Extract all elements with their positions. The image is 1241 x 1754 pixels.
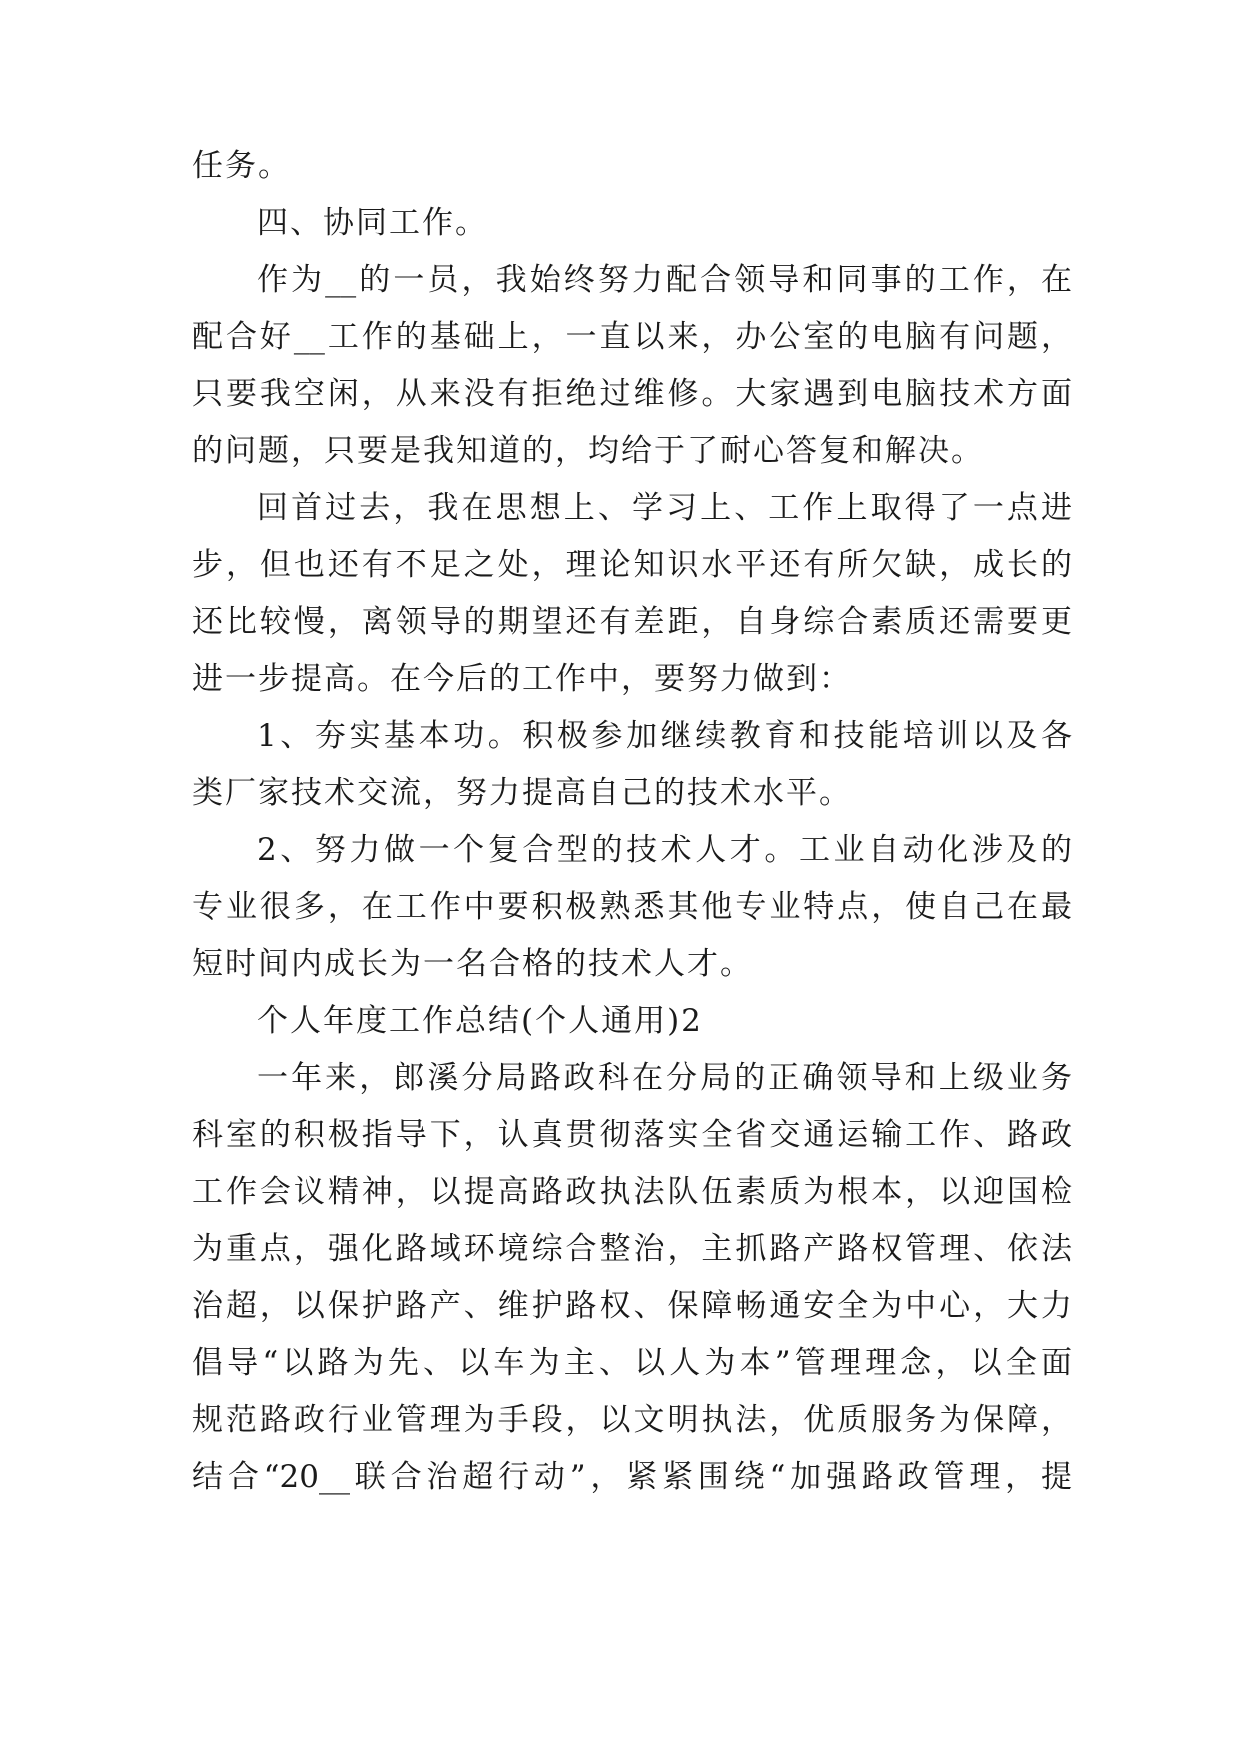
text-line: 短时间内成长为一名合格的技术人才。 (192, 946, 753, 982)
text-line: 只要我空闲，从来没有拒绝过维修。大家遇到电脑技术方面 (192, 376, 1072, 412)
text-line: 科室的积极指导下，认真贯彻落实全省交通运输工作、路政 (192, 1117, 1072, 1153)
text-line: 规范路政行业管理为手段，以文明执法，优质服务为保障， (192, 1402, 1072, 1438)
text-line: 倡导“以路为先、以车为主、以人为本”管理理念，以全面 (192, 1345, 1072, 1381)
text-line: 还比较慢，离领导的期望还有差距，自身综合素质还需要更 (192, 604, 1072, 640)
text-line: 治超，以保护路产、维护路权、保障畅通安全为中心，大力 (192, 1288, 1072, 1324)
text-line: 结合“20__联合治超行动”，紧紧围绕“加强路政管理，提 (192, 1459, 1072, 1495)
list-item: 2、努力做一个复合型的技术人才。工业自动化涉及的 (257, 832, 1072, 868)
text-line: 类厂家技术交流，努力提高自己的技术水平。 (192, 775, 852, 811)
text-line: 进一步提高。在今后的工作中，要努力做到： (192, 661, 852, 697)
text-line: 专业很多，在工作中要积极熟悉其他专业特点，使自己在最 (192, 889, 1072, 925)
text-line: 步，但也还有不足之处，理论知识水平还有所欠缺，成长的 (192, 547, 1072, 583)
list-item: 1、夯实基本功。积极参加继续教育和技能培训以及各 (257, 718, 1072, 754)
text-line: 任务。 (192, 148, 291, 184)
text-line: 配合好__工作的基础上，一直以来，办公室的电脑有问题， (192, 319, 1072, 355)
text-line: 的问题，只要是我知道的，均给于了耐心答复和解决。 (192, 433, 984, 469)
text-line: 一年来，郎溪分局路政科在分局的正确领导和上级业务 (257, 1060, 1072, 1096)
text-line: 回首过去，我在思想上、学习上、工作上取得了一点进 (257, 490, 1072, 526)
section-title: 个人年度工作总结(个人通用)2 (257, 1003, 703, 1039)
text-line: 作为__的一员，我始终努力配合领导和同事的工作，在 (257, 262, 1072, 298)
text-line: 为重点，强化路域环境综合整治，主抓路产路权管理、依法 (192, 1231, 1072, 1267)
text-line: 工作会议精神，以提高路政执法队伍素质为根本，以迎国检 (192, 1174, 1072, 1210)
section-heading: 四、协同工作。 (257, 205, 488, 241)
